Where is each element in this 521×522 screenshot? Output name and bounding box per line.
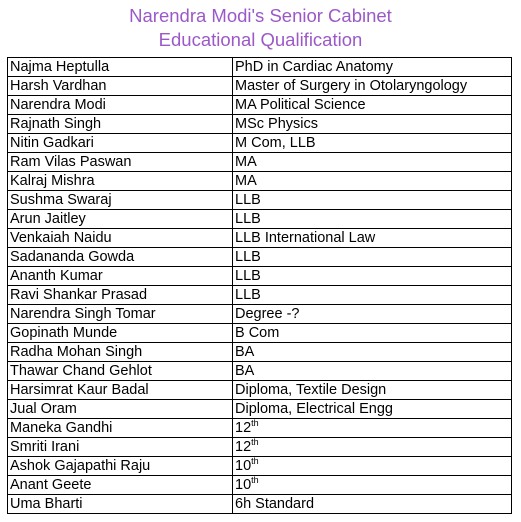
table-row: [8, 96, 512, 115]
qualification-text: 10: [235, 477, 252, 493]
qualification-cell: [233, 286, 512, 305]
minister-name-cell: Narendra Singh Tomar: [8, 305, 233, 324]
minister-name-cell: Uma Bharti: [8, 495, 233, 514]
minister-name-cell: Sadananda Gowda: [8, 248, 233, 267]
qualification-cell: [233, 172, 512, 191]
table-row: [8, 381, 512, 400]
table-row: [8, 58, 512, 77]
page-subtitle: Educational Qualification: [158, 29, 363, 50]
ordinal-suffix: th: [251, 456, 259, 466]
qualification-text: 12: [235, 439, 252, 455]
minister-name-cell: Jual Oram: [8, 400, 233, 419]
qualification-text: MA Political Science: [235, 97, 366, 113]
qualification-text: LLB International Law: [235, 230, 376, 246]
qualification-cell: [233, 96, 512, 115]
qualification-text: MA: [235, 173, 257, 189]
qualification-text: PhD in Cardiac Anatomy: [235, 59, 393, 75]
table-row: [8, 134, 512, 153]
minister-name-cell: Narendra Modi: [8, 96, 233, 115]
table-row: [8, 457, 512, 476]
qualification-cell: [233, 267, 512, 286]
table-row: [8, 476, 512, 495]
qualification-cell: [233, 400, 512, 419]
table-row: [8, 438, 512, 457]
minister-name-cell: Gopinath Munde: [8, 324, 233, 343]
table-row: [8, 362, 512, 381]
qualification-cell: [233, 495, 512, 514]
qualification-text: Degree -?: [235, 306, 300, 322]
qualification-text: LLB: [235, 287, 261, 303]
minister-name-cell: Maneka Gandhi: [8, 419, 233, 438]
minister-name-cell: Rajnath Singh: [8, 115, 233, 134]
qualification-text: Diploma, Textile Design: [235, 382, 387, 398]
ordinal-suffix: th: [251, 418, 259, 428]
qualification-text: 6h Standard: [235, 496, 315, 512]
qualification-cell: [233, 476, 512, 495]
qualification-cell: [233, 343, 512, 362]
qualification-text: LLB: [235, 268, 261, 284]
qualification-cell: [233, 362, 512, 381]
qualification-text: M Com, LLB: [235, 135, 316, 151]
table-row: [8, 229, 512, 248]
table-row: [8, 77, 512, 96]
minister-name-cell: Harsh Vardhan: [8, 77, 233, 96]
qualification-text: B Com: [235, 325, 280, 341]
qualification-cell: [233, 77, 512, 96]
qualification-cell: [233, 419, 512, 438]
minister-name-cell: Harsimrat Kaur Badal: [8, 381, 233, 400]
page-title: Narendra Modi's Senior Cabinet: [129, 5, 392, 26]
qualification-text: MA: [235, 154, 257, 170]
table-row: [8, 153, 512, 172]
table-row: [8, 248, 512, 267]
ordinal-suffix: th: [251, 475, 259, 485]
qualification-text: Master of Surgery in Otolaryngology: [235, 78, 468, 94]
minister-name-cell: Kalraj Mishra: [8, 172, 233, 191]
table-row: [8, 419, 512, 438]
qualification-text: LLB: [235, 211, 261, 227]
qualification-cell: [233, 115, 512, 134]
qualification-cell: [233, 210, 512, 229]
qualification-cell: [233, 229, 512, 248]
qualification-cell: [233, 58, 512, 77]
qualification-cell: [233, 457, 512, 476]
minister-name-cell: Venkaiah Naidu: [8, 229, 233, 248]
minister-name-cell: Arun Jaitley: [8, 210, 233, 229]
qualification-text: LLB: [235, 192, 261, 208]
qualification-text: MSc Physics: [235, 116, 318, 132]
table-row: [8, 495, 512, 514]
qualification-text: BA: [235, 363, 255, 379]
table-row: [8, 305, 512, 324]
qualification-cell: [233, 324, 512, 343]
minister-name-cell: Sushma Swaraj: [8, 191, 233, 210]
table-row: [8, 115, 512, 134]
qualification-table-container: [7, 57, 512, 514]
qualification-text: BA: [235, 344, 255, 360]
minister-name-cell: Anant Geete: [8, 476, 233, 495]
table-row: [8, 400, 512, 419]
table-row: [8, 343, 512, 362]
qualification-cell: [233, 134, 512, 153]
table-row: [8, 324, 512, 343]
qualification-text: 10: [235, 458, 252, 474]
qualification-cell: [233, 438, 512, 457]
qualification-cell: [233, 191, 512, 210]
qualification-text: Diploma, Electrical Engg: [235, 401, 393, 417]
minister-name-cell: Ram Vilas Paswan: [8, 153, 233, 172]
table-row: [8, 286, 512, 305]
table-body: [8, 58, 512, 514]
minister-name-cell: Smriti Irani: [8, 438, 233, 457]
qualification-cell: [233, 248, 512, 267]
qualification-table: [7, 57, 512, 514]
minister-name-cell: Najma Heptulla: [8, 58, 233, 77]
title-block: [0, 4, 521, 52]
table-row: [8, 267, 512, 286]
minister-name-cell: Thawar Chand Gehlot: [8, 362, 233, 381]
qualification-text: 12: [235, 420, 252, 436]
table-row: [8, 191, 512, 210]
minister-name-cell: Ravi Shankar Prasad: [8, 286, 233, 305]
minister-name-cell: Ashok Gajapathi Raju: [8, 457, 233, 476]
table-row: [8, 172, 512, 191]
ordinal-suffix: th: [251, 437, 259, 447]
minister-name-cell: Radha Mohan Singh: [8, 343, 233, 362]
minister-name-cell: Ananth Kumar: [8, 267, 233, 286]
qualification-cell: [233, 305, 512, 324]
qualification-cell: [233, 381, 512, 400]
qualification-cell: [233, 153, 512, 172]
minister-name-cell: Nitin Gadkari: [8, 134, 233, 153]
qualification-text: LLB: [235, 249, 261, 265]
table-row: [8, 210, 512, 229]
